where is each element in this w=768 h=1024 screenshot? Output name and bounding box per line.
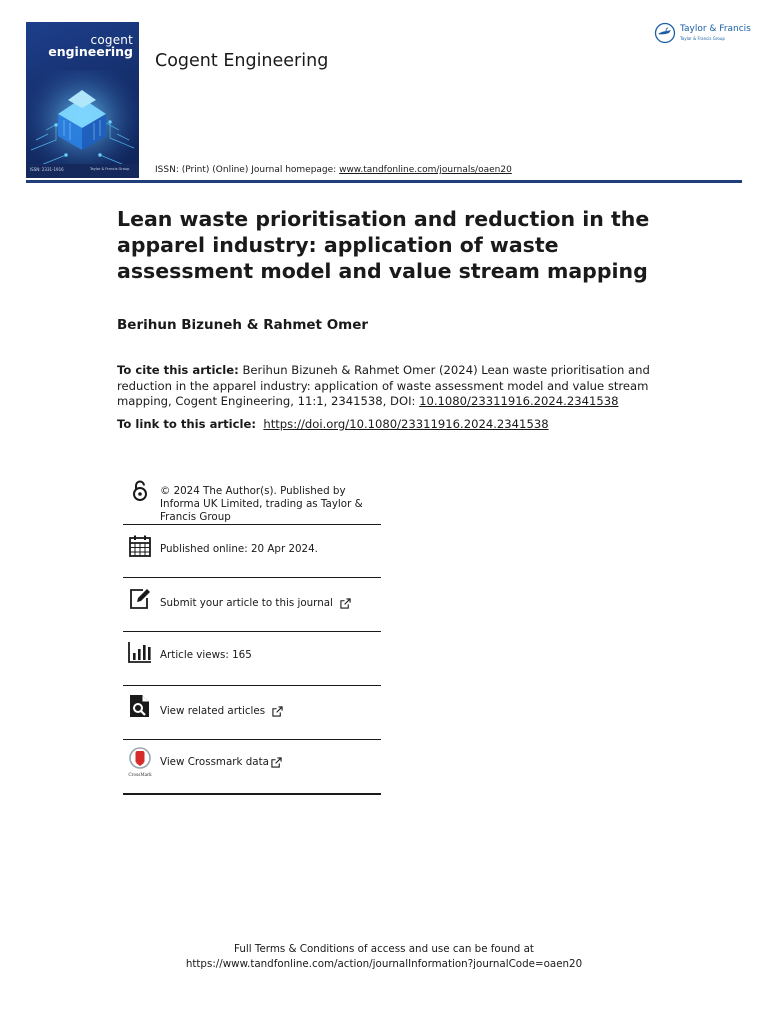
terms-line-2[interactable]: https://www.tandfonline.com/action/journalInformation?journalCode=oaen20 <box>185 958 583 970</box>
calendar-icon <box>128 534 152 558</box>
crossmark-icon <box>128 747 152 777</box>
cover-issn: ISSN: 2331-1916 <box>30 167 64 172</box>
external-link-icon <box>271 757 282 768</box>
journal-homepage-link[interactable]: www.tandfonline.com/journals/oaen20 <box>339 165 512 175</box>
submit-row[interactable] <box>123 578 381 632</box>
article-title: Lean waste prioritisation and reduction in the apparel industry: application of waste assessment model and value stream mapping <box>117 207 650 283</box>
article-views: Article views: 165 <box>160 649 252 661</box>
terms-footer <box>0 942 768 972</box>
published-row <box>123 525 381 578</box>
taylor-francis-group: Taylor & Francis Group <box>680 36 725 41</box>
crossmark-link[interactable] <box>160 756 385 769</box>
related-articles-label: View related articles <box>160 705 266 717</box>
cite-label: To cite this article: <box>117 363 239 377</box>
related-articles-link[interactable] <box>160 705 385 718</box>
crossmark-badge-text: CrossMark <box>128 772 152 777</box>
cover-title <box>48 34 133 59</box>
article-authors: Berihun Bizuneh & Rahmet Omer <box>117 317 369 333</box>
issn-prefix: ISSN: (Print) (Online) Journal homepage: <box>155 165 340 175</box>
submit-article-label: Submit your article to this journal <box>160 597 333 609</box>
journal-cover[interactable] <box>26 22 139 178</box>
cover-circuit-house-illustration <box>26 70 139 178</box>
terms-line-1: Full Terms & Conditions of access and use can be found at <box>234 943 534 955</box>
license-row <box>123 473 381 525</box>
crossmark-label: View Crossmark data <box>160 756 269 768</box>
external-link-icon <box>340 598 351 609</box>
journal-name: Cogent Engineering <box>155 51 329 71</box>
cover-footer <box>26 164 139 178</box>
taylor-francis-name: Taylor & Francis <box>680 24 751 34</box>
open-access-icon <box>128 479 152 503</box>
cover-title-line2: engineering <box>48 44 133 59</box>
link-label: To link to this article: <box>117 417 256 431</box>
related-search-icon <box>128 694 152 718</box>
external-link-icon <box>272 706 283 717</box>
submit-article-link[interactable] <box>160 597 385 610</box>
license-text: © 2024 The Author(s). Published by Informa UK Limited, trading as Taylor & Francis Group <box>160 485 363 523</box>
header-rule <box>26 180 742 183</box>
taylor-francis-lamp-icon <box>654 22 676 44</box>
article-url-link[interactable]: https://doi.org/10.1080/23311916.2024.2341538 <box>263 417 549 431</box>
published-date: Published online: 20 Apr 2024. <box>160 543 318 555</box>
doi-link[interactable]: 10.1080/23311916.2024.2341538 <box>419 394 619 408</box>
related-row[interactable] <box>123 686 381 740</box>
article-link-line <box>117 417 549 431</box>
crossmark-row[interactable] <box>123 740 381 795</box>
cite-text: Berihun Bizuneh & Rahmet Omer (2024) Lean waste prioritisation and reduction in the apparel industry: application of waste assessment model and value stream mapping, Cogent Engineering, 11:1, 2341538, DOI: <box>117 363 650 408</box>
article-info-box <box>123 473 381 795</box>
taylor-francis-logo[interactable] <box>654 22 751 46</box>
bar-chart-icon <box>128 640 152 664</box>
views-row[interactable] <box>123 632 381 686</box>
cover-title-line1: cogent <box>90 33 133 47</box>
edit-icon <box>128 587 152 611</box>
issn-line <box>155 165 512 175</box>
cover-publisher: Taylor & Francis Group <box>90 167 130 171</box>
citation-block <box>117 363 657 410</box>
